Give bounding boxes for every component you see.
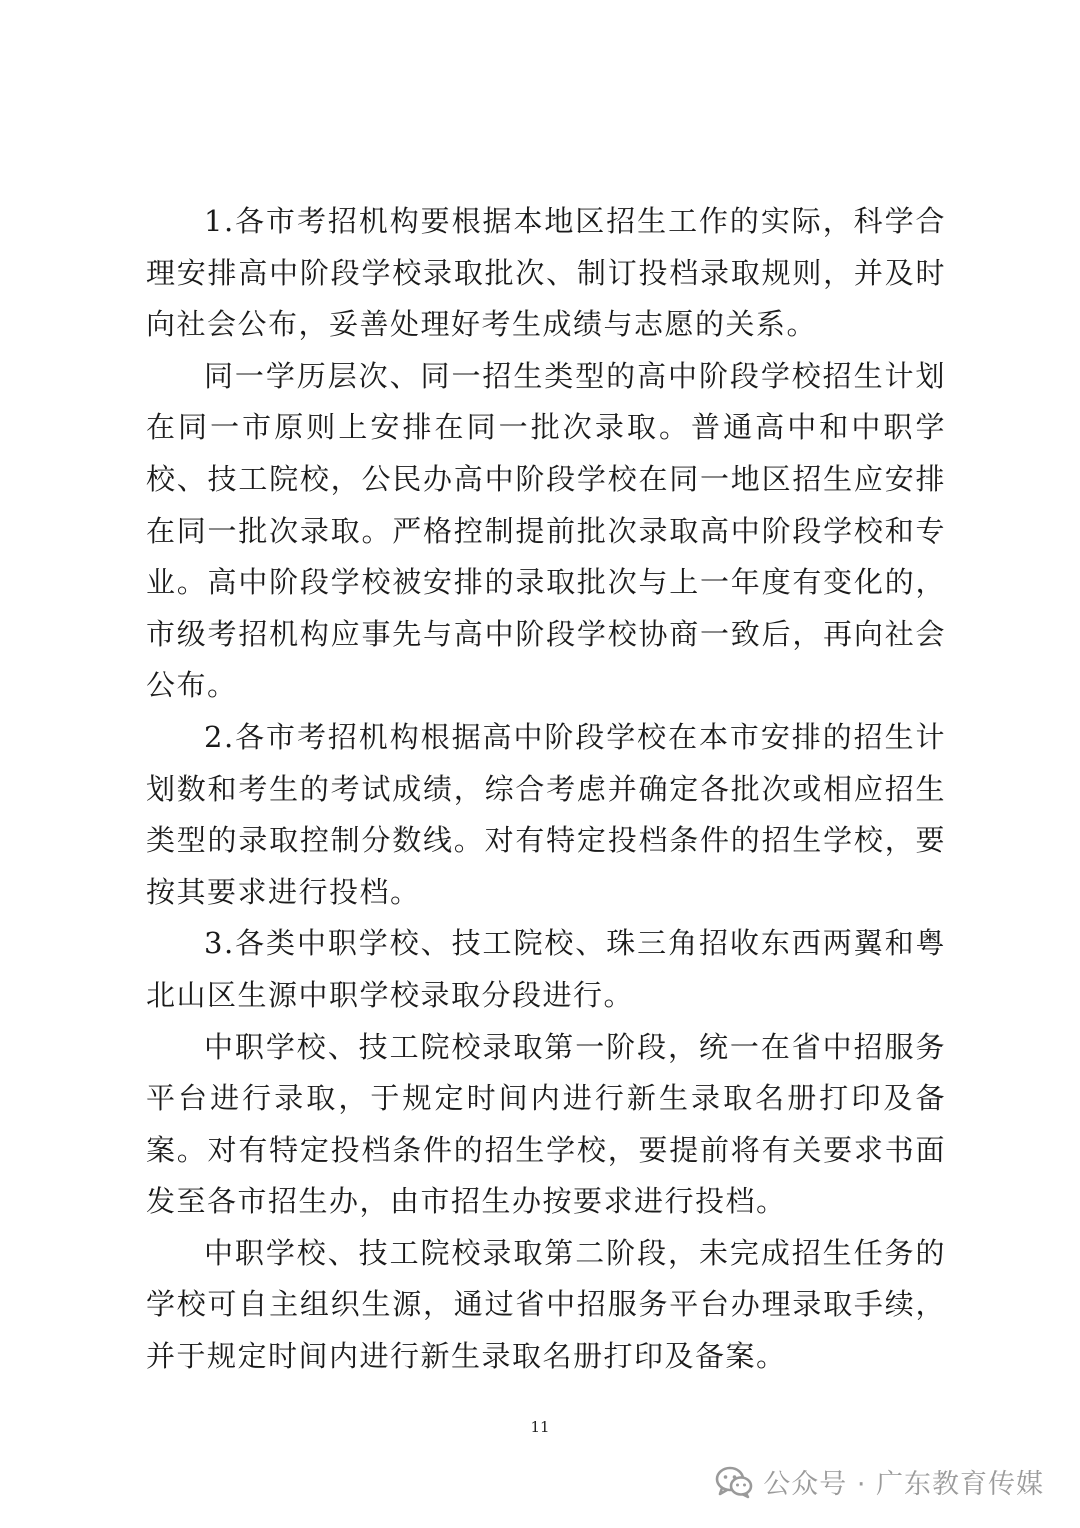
paragraph-6: 中职学校、技工院校录取第二阶段，未完成招生任务的学校可自主组织生源，通过省中招服务平台办理录取手续，并于规定时间内进行新生录取名册打印及备案。	[146, 1235, 946, 1374]
paragraph-3: 2.各市考招机构根据高中阶段学校在本市安排的招生计划数和考生的考试成绩，综合考虑并确定各批次或相应招生类型的录取控制分数线。对有特定投档条件的招生学校，要按其要求进行投档。	[146, 719, 946, 909]
page-number: 11	[530, 1418, 550, 1436]
wechat-watermark	[715, 1462, 1044, 1501]
wechat-icon	[715, 1465, 753, 1499]
document-body	[146, 196, 946, 1383]
watermark-text: 公众号 · 广东教育传媒	[763, 1469, 1044, 1500]
paragraph-5: 中职学校、技工院校录取第一阶段，统一在省中招服务平台进行录取，于规定时间内进行新生录取名册打印及备案。对有特定投档条件的招生学校，要提前将有关要求书面发至各市招生办，由市招生办按要求进行投档。	[146, 1029, 946, 1219]
paragraph-1: 1.各市考招机构要根据本地区招生工作的实际，科学合理安排高中阶段学校录取批次、制订投档录取规则，并及时向社会公布，妥善处理好考生成绩与志愿的关系。	[146, 204, 946, 342]
paragraph-2: 同一学历层次、同一招生类型的高中阶段学校招生计划在同一市原则上安排在同一批次录取。普通高中和中职学校、技工院校，公民办高中阶段学校在同一地区招生应安排在同一批次录取。严格控制提前批次录取高中阶段学校和专业。高中阶段学校被安排的录取批次与上一年度有变化的，市级考招机构应事先与高中阶段学校协商一致后，再向社会公布。	[146, 358, 946, 703]
paragraph-4: 3.各类中职学校、技工院校、珠三角招收东西两翼和粤北山区生源中职学校录取分段进行。	[146, 926, 946, 1012]
